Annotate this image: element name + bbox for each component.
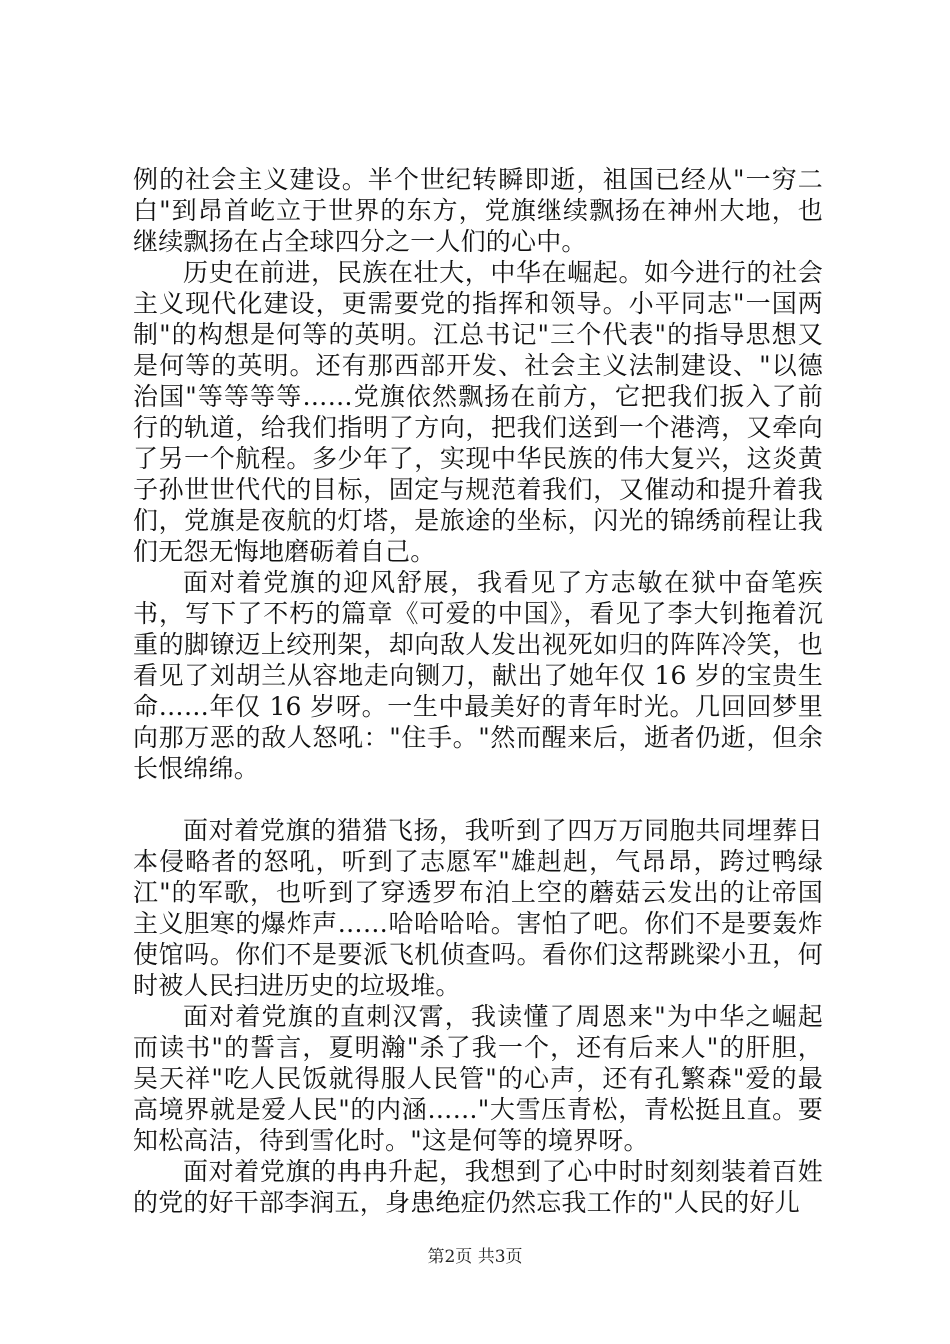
paragraph-4: 面对着党旗的猎猎飞扬，我听到了四万万同胞共同埋葬日本侵略者的怒吼，听到了志愿军"雄赳赳，气昂昂，跨过鸭绿江"的军歌，也听到了穿透罗布泊上空的蘑菇云发出的让帝国主义胆寒的爆炸声……哈哈哈哈。害怕了吧。你们不是要轰炸使馆吗。你们不是要派飞机侦查吗。看你们这帮跳梁小丑，何时被人民扫进历史的垃圾堆。: [133, 816, 823, 1000]
paragraph-1: 例的社会主义建设。半个世纪转瞬即逝，祖国已经从"一穷二白"到昂首屹立于世界的东方，党旗继续飘扬在神州大地，也继续飘扬在占全球四分之一人们的心中。: [133, 165, 823, 256]
document-body: [133, 164, 823, 1218]
paragraph-3: 面对着党旗的迎风舒展，我看见了方志敏在狱中奋笔疾书，写下了不朽的篇章《可爱的中国》，看见了李大钊拖着沉重的脚镣迈上绞刑架，却向敌人发出视死如归的阵阵冷笑，也看见了刘胡兰从容地走向铡刀，献出了她年仅 16 岁的宝贵生命……年仅 16 岁呀。一生中最美好的青年时光。几回回梦里向那万恶的敌人怒吼："住手。"然而醒来后，逝者仍逝，但余长恨绵绵。: [133, 568, 823, 783]
paragraph-6: 面对着党旗的冉冉升起，我想到了心中时时刻刻装着百姓的党的好干部李润五，身患绝症仍然忘我工作的"人民的好儿: [133, 1157, 823, 1217]
paragraph-2: 历史在前进，民族在壮大，中华在崛起。如今进行的社会主义现代化建设，更需要党的指挥和领导。小平同志"一国两制"的构想是何等的英明。江总书记"三个代表"的指导思想又是何等的英明。还有那西部开发、社会主义法制建设、"以德治国"等等等等……党旗依然飘扬在前方，它把我们扳入了前行的轨道，给我们指明了方向，把我们送到一个港湾，又牵向了另一个航程。多少年了，实现中华民族的伟大复兴，这炎黄子孙世世代代的目标，固定与规范着我们，又催动和提升着我们，党旗是夜航的灯塔，是旅途的坐标，闪光的锦绣前程让我们无怨无悔地磨砺着自己。: [133, 258, 823, 566]
page-number-footer: 第2页 共3页: [427, 1247, 523, 1267]
paragraph-5: 面对着党旗的直刺汉霄，我读懂了周恩来"为中华之崛起而读书"的誓言，夏明瀚"杀了我一个，还有后来人"的肝胆，吴天祥"吃人民饭就得服人民管"的心声，还有孔繁森"爱的最高境界就是爱人民"的内涵……"大雪压青松，青松挺且直。要知松高洁，待到雪化时。"这是何等的境界呀。: [133, 1002, 823, 1155]
